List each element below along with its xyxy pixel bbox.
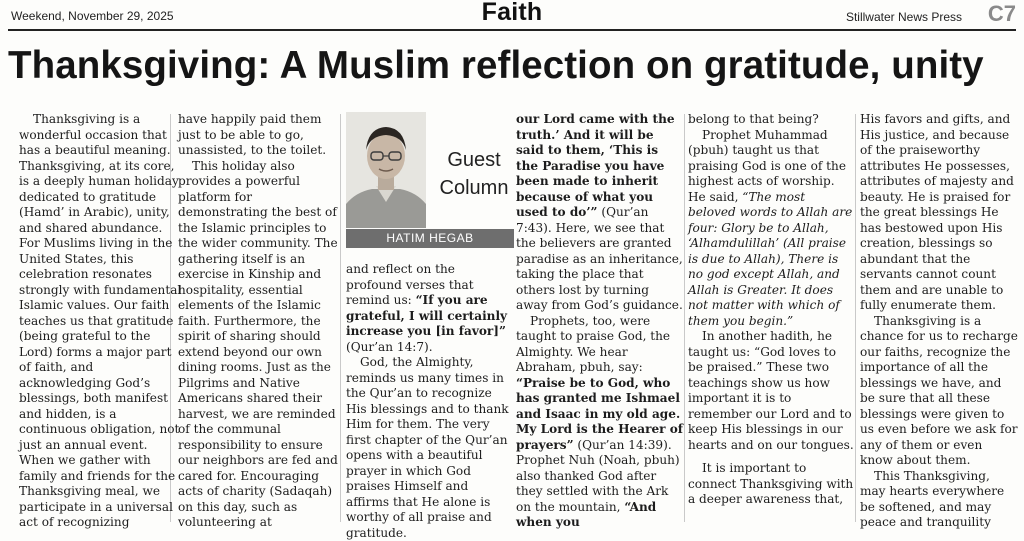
guest-label-line: Column <box>439 177 509 199</box>
paragraph: This holiday also provides a powerful platform for demonstrating the best of the Islamic principles to the wider community. The gathering itself is an exercise in Kinship and hospitality, essential elements of the Islamic faith. Furthermore, the spirit of sharing should extend beyond our own dining rooms. Just as the Pilgrims and Native Americans shared their harvest, we are reminded of the communal responsibility to ensure our neighbors are fed and cared for. Encouraging acts of charity (Sadaqah) on this day, such as volunteering at <box>178 158 338 529</box>
column-divider <box>684 114 685 522</box>
text-run: Prophet Muhammad (pbuh) taught us that praising God is one of the highest acts of worship. He said, <box>688 127 846 204</box>
article-column-4 <box>516 112 684 531</box>
paragraph: God, the Almighty, reminds us many times in the Qur’an to recognize His blessings and to thank Him for them. The very first chapter of the Qur’an opens with a beautiful prayer in which God praises Himself and affirms that He alone is worthy of all praise and gratitude. <box>346 355 509 540</box>
article-column-6 <box>860 112 1018 531</box>
author-photo <box>346 112 426 228</box>
paragraph <box>516 112 684 314</box>
quote-bold: “If you are grateful, I will certainly increase you [in favor]” <box>346 293 508 338</box>
column-divider <box>855 114 856 522</box>
text-run: (Qur’an 7:43). Here, we see that the believers are granted paradise as an inheritance, taking the place that others lost by turning away from God’s guidance. <box>516 205 683 312</box>
article-headline: Thanksgiving: A Muslim reflection on gratitude, unity <box>8 44 984 87</box>
text-run: and reflect on the profound verses that remind us: <box>346 262 474 307</box>
author-byline: HATIM HEGAB <box>346 229 514 248</box>
guest-column-box <box>346 112 514 258</box>
text-run: (Qur’an 14:7). <box>346 339 433 354</box>
paragraph: His favors and gifts, and His justice, and because of the praiseworthy attributes He possesses, attributes of majesty and beauty. He is praised for the great blessings He has bestowed upon His creation, blessings so abundant that the servants cannot count them and are unable to fully enumerate them. <box>860 112 1014 312</box>
paragraph: Thanksgiving is a chance for us to recharge our faiths, recognize the importance of all the blessings we have, and be sure that all these blessings were given to us even before we ask for any of them or even know about them. <box>860 313 1018 467</box>
author-portrait-icon <box>346 112 426 228</box>
quote-italic: “The most beloved words to Allah are four: Glory be to Allah, ‘Alhamdulillah’ (All praise is due to Allah), There is no god except Allah, and Allah is Greater. It does not matter with which of them you begin.” <box>688 189 853 328</box>
article-column-2 <box>178 112 341 531</box>
guest-column-label <box>438 146 510 202</box>
header-rule <box>8 29 1016 31</box>
quote-bold: “And when you <box>516 499 657 529</box>
quote-bold: our Lord came with the truth.’ And it will be said to them, ‘This is the Paradise you have been made to inherit because of what you used to do’” <box>516 112 675 219</box>
issue-date: Weekend, November 29, 2025 <box>11 9 174 23</box>
article-column-1 <box>19 112 182 531</box>
guest-label-line: Guest <box>447 149 501 171</box>
paragraph: Thanksgiving is a wonderful occasion that has a beautiful meaning. Thanksgiving, at its core, is a deeply human holiday dedicated to gratitude (Hamd’ in Arabic), unity, and shared abundance. For Muslims living in the United States, this celebration resonates strongly with fundamental Islamic values. Our faith teaches us that gratitude (being grateful to the Lord) forms a major part of faith, and acknowledging God’s blessings, both manifest and hidden, is a continuous obligation, not just an annual event. When we gather with family and friends for the Thanksgiving meal, we participate in a universal act of recognizing <box>19 112 182 529</box>
section-title: Faith <box>481 0 543 26</box>
paragraph: In another hadith, he taught us: “God loves to be praised.” These two teachings show us how important it is to remember our Lord and to keep His blessings in our hearts and on our tongues. <box>688 329 854 452</box>
text-run: Prophets, too, were taught to praise God, the Almighty. We hear Abraham, pbuh, say: <box>516 313 671 374</box>
paragraph: belong to that being? <box>688 112 819 126</box>
paragraph: have happily paid them just to be able to go, unassisted, to the toilet. <box>178 112 327 157</box>
paragraph <box>346 262 514 355</box>
article-column-3 <box>346 262 514 541</box>
quote-bold: “Praise be to God, who has granted me Ishmael and Isaac in my old age. My Lord is the Hearer of prayers” <box>516 375 684 452</box>
page-number: C7 <box>987 1 1016 26</box>
paragraph: It is important to connect Thanksgiving with a deeper awareness that, <box>688 461 854 506</box>
newspaper-name: Stillwater News Press <box>845 10 962 24</box>
article-column-5 <box>688 112 854 508</box>
text-run: (Qur’an 14:39). Prophet Nuh (Noah, pbuh) also thanked God after they settled with the Ark on the mountain, <box>516 437 680 514</box>
paragraph <box>688 128 854 330</box>
paragraph <box>516 314 684 531</box>
paragraph: This Thanksgiving, may hearts everywhere be softened, and may peace and tranquility <box>860 468 1005 529</box>
page-header <box>0 0 1024 30</box>
